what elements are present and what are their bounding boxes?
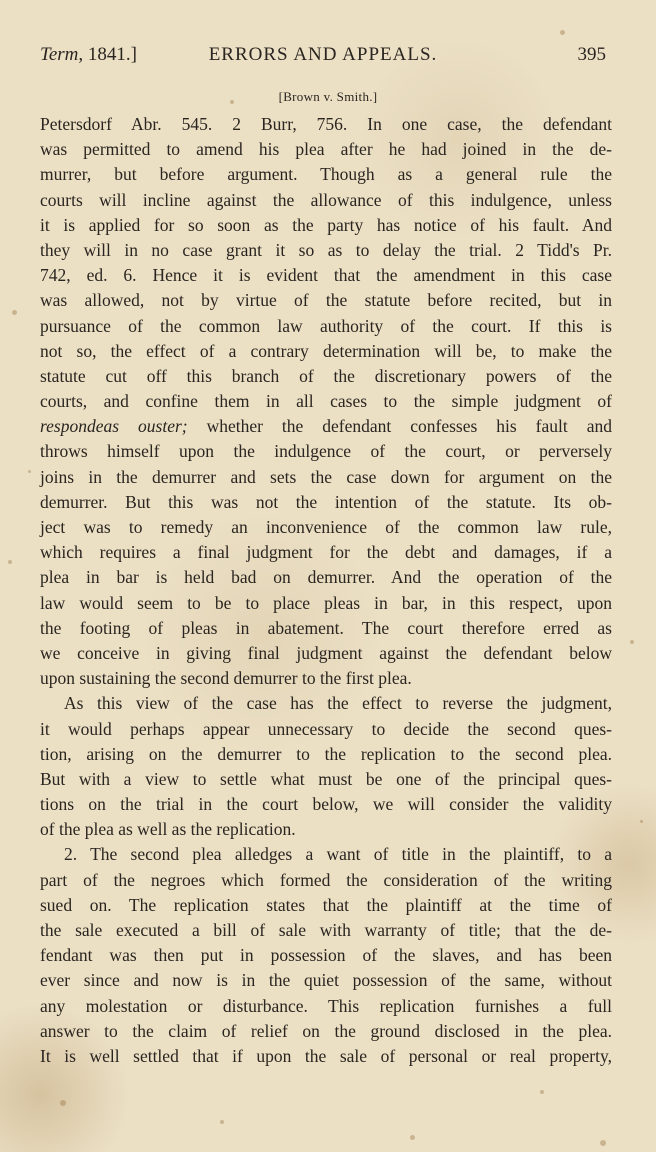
foxing-spot bbox=[60, 1100, 66, 1106]
foxing-spot bbox=[560, 30, 565, 35]
text-line: throws himself upon the indulgence of the court, or perversely bbox=[40, 441, 612, 462]
foxing-spot bbox=[410, 1135, 415, 1140]
text-line: answer to the claim of relief on the ground disclosed in the plea. bbox=[40, 1020, 612, 1041]
foxing-spot bbox=[640, 820, 643, 823]
text-line: statute cut off this branch of the discretionary powers of the bbox=[40, 365, 612, 386]
text-line: Petersdorf Abr. 545. 2 Burr, 756. In one case, the defendant bbox=[40, 114, 612, 134]
text-line: demurrer. But this was not the intention of the statute. Its ob- bbox=[40, 491, 612, 512]
text-line: 742, ed. 6. Hence it is evident that the amendment in this case bbox=[40, 265, 612, 286]
text-line: not so, the effect of a contrary determination will be, to make the bbox=[40, 340, 612, 361]
foxing-spot bbox=[28, 470, 31, 473]
text-line: the footing of pleas in abatement. The court therefore erred as bbox=[40, 617, 612, 638]
text-line: ever since and now is in the quiet possession of the same, without bbox=[40, 970, 612, 991]
text-line: joins in the demurrer and sets the case down for argument on the bbox=[40, 466, 612, 487]
text-line: the sale executed a bill of sale with warranty of title; that the de- bbox=[40, 920, 612, 940]
text-line: it is applied for so soon as the party has notice of his fault. And bbox=[40, 214, 612, 235]
foxing-spot bbox=[600, 1140, 606, 1146]
text-line: 2. The second plea alledges a want of title in the plaintiff, to a bbox=[64, 844, 612, 865]
text-line: which requires a final judgment for the debt and damages, if a bbox=[40, 542, 612, 563]
text-line: law would seem to be to place pleas in bar, in this respect, upon bbox=[40, 592, 612, 613]
text-line: sued on. The replication states that the plaintiff at the time of bbox=[40, 894, 612, 915]
header-title: ERRORS AND APPEALS. bbox=[208, 44, 438, 65]
text-line: respondeas ouster; whether the defendant confesses his fault and bbox=[40, 416, 612, 437]
foxing-spot bbox=[540, 1090, 544, 1094]
text-line: murrer, but before argument. Though as a general rule the bbox=[40, 164, 612, 185]
text-line: we conceive in giving final judgment against the defendant below bbox=[40, 642, 612, 663]
text-line: of the plea as well as the replication. bbox=[40, 819, 296, 840]
text-line: tions on the trial in the court below, we will consider the validity bbox=[40, 794, 612, 815]
text-line: was allowed, not by virtue of the statute before recited, but in bbox=[40, 290, 612, 311]
foxing-spot bbox=[12, 310, 17, 315]
text-line: As this view of the case has the effect to reverse the judgment, bbox=[64, 693, 612, 714]
text-line: ject was to remedy an inconvenience of the common law rule, bbox=[40, 517, 612, 537]
text-line: plea in bar is held bad on demurrer. And the operation of the bbox=[40, 567, 612, 588]
header-term-year: 1841.] bbox=[87, 44, 137, 65]
text-line: tion, arising on the demurrer to the replication to the second plea. bbox=[40, 743, 612, 764]
text-line: pursuance of the common law authority of the court. If this is bbox=[40, 315, 612, 336]
text-line: was permitted to amend his plea after he had joined in the de- bbox=[40, 139, 612, 160]
foxing-spot bbox=[230, 100, 234, 104]
page-number: 395 bbox=[577, 44, 606, 65]
foxing-spot bbox=[8, 560, 12, 564]
text-line: any molestation or disturbance. This replication furnishes a full bbox=[40, 995, 612, 1016]
text-line: courts will incline against the allowance of this indulgence, unless bbox=[40, 189, 612, 210]
text-line: part of the negroes which formed the consideration of the writing bbox=[40, 869, 612, 890]
text-line: upon sustaining the second demurrer to the first plea. bbox=[40, 668, 412, 689]
header-term-word: Term, bbox=[40, 44, 84, 65]
body-text bbox=[40, 112, 612, 1069]
foxing-spot bbox=[630, 640, 634, 644]
case-caption: [Brown v. Smith.] bbox=[278, 89, 378, 104]
text-line: But with a view to settle what must be one of the principal ques- bbox=[40, 768, 612, 789]
text-line: It is well settled that if upon the sale of personal or real property, bbox=[40, 1045, 612, 1066]
running-header bbox=[40, 44, 606, 70]
text-line: they will in no case grant it so as to delay the trial. 2 Tidd's Pr. bbox=[40, 239, 612, 260]
text-line: it would perhaps appear unnecessary to decide the second ques- bbox=[40, 718, 612, 739]
italic-phrase: respondeas ouster; bbox=[40, 416, 188, 437]
foxing-spot bbox=[220, 1120, 224, 1124]
text-line: fendant was then put in possession of the slaves, and has been bbox=[40, 945, 612, 966]
text-line: courts, and confine them in all cases to the simple judgment of bbox=[40, 391, 612, 412]
